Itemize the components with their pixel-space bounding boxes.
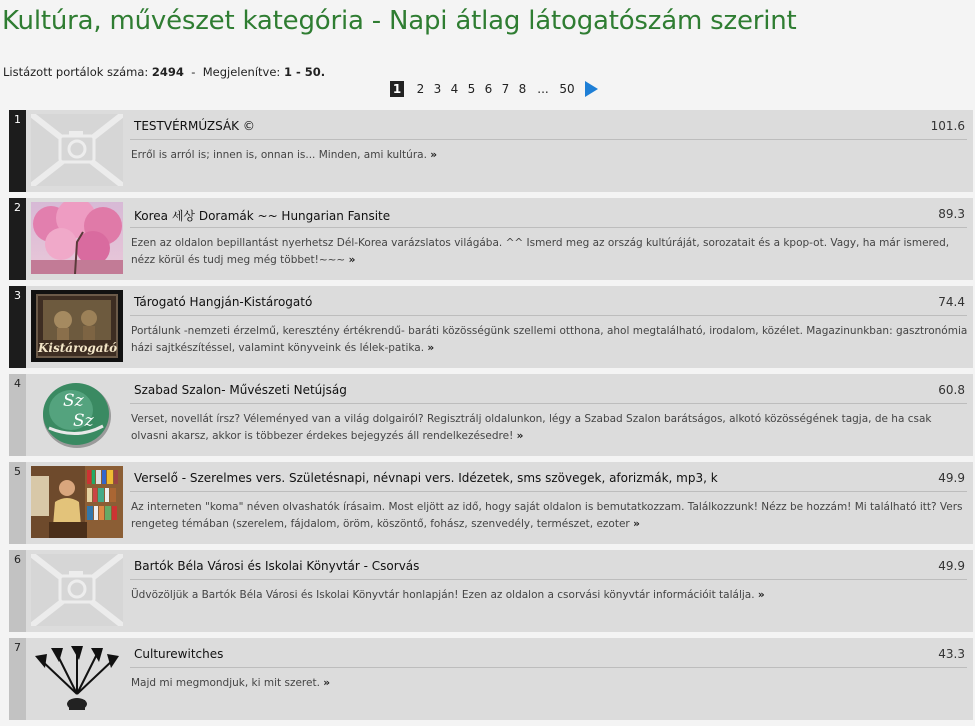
portal-description: Portálunk -nemzeti érzelmű, keresztény értékrendű- baráti közösségünk szellemi otthona, ahol megtalálható, irodalom, közélet. Magazinunkban: gasztronómia házi sajtkészítéssel, valamint könyveink és lélek-patika. » xyxy=(131,325,968,354)
logo-text-bottom: Sz xyxy=(73,411,94,431)
page-link-last[interactable]: 50 xyxy=(559,82,575,96)
separator: - xyxy=(191,65,196,79)
portal-title-link[interactable]: Korea 세상 Doramák ~~ Hungarian Fansite xyxy=(134,209,391,223)
rank-number: 5 xyxy=(9,462,26,544)
thumb-caption: Kistárogató xyxy=(38,341,118,355)
more-link[interactable]: » xyxy=(757,589,765,601)
visitor-score: 101.6 xyxy=(930,119,965,133)
visitor-score: 89.3 xyxy=(938,207,965,221)
portal-description: Az interneten "koma" néven olvashatók írásaim. Most eljött az idő, hogy saját oldalon is bemutatkozzam. Találkozzunk! Nézz be hozzám! Mi található itt? Vers rengeteg témában (szerelem, fájdalom, öröm, köszöntő, fohász, szenvedély, természet, ezoter » xyxy=(131,501,963,530)
divider xyxy=(130,315,967,316)
more-link[interactable]: » xyxy=(430,149,438,161)
portal-description: Ezen az oldalon bepillantást nyerhetsz Dél-Korea varázslatos világába. ^^ Ismerd meg az ország kultúráját, sorozatait és a kpop-ot. Vagy, ha már ismered, nézz körül és tudj meg még többet!~~~ » xyxy=(131,237,950,266)
list-item xyxy=(9,110,973,192)
count-value: 2494 xyxy=(151,65,184,79)
portal-title-link[interactable]: Culturewitches xyxy=(134,647,224,661)
list-item xyxy=(9,638,973,720)
rank-number: 1 xyxy=(9,110,26,192)
page-ellipsis: ... xyxy=(537,82,549,96)
divider xyxy=(130,227,967,228)
portal-title-link[interactable]: Bartók Béla Városi és Iskolai Könyvtár - Csorvás xyxy=(134,559,420,573)
portal-description: Majd mi megmondjuk, ki mit szeret. » xyxy=(131,677,331,689)
page-link[interactable]: 4 xyxy=(450,82,459,96)
shown-label: Megjelenítve: xyxy=(202,65,281,79)
pagination xyxy=(390,81,598,97)
divider xyxy=(130,579,967,580)
page-current: 1 xyxy=(390,81,404,97)
list-item xyxy=(9,550,973,632)
portal-title-link[interactable]: Szabad Szalon- Művészeti Netújság xyxy=(134,383,347,397)
divider xyxy=(130,403,967,404)
page-link[interactable]: 7 xyxy=(501,82,510,96)
visitor-score: 49.9 xyxy=(938,471,965,485)
cherry-blossom-image[interactable] xyxy=(31,202,123,274)
portal-title-link[interactable]: Verselő - Szerelmes vers. Születésnapi, névnapi vers. Idézetek, sms szövegek, aforizmák, mp3, k xyxy=(134,471,718,485)
list-item xyxy=(9,198,973,280)
listing-info xyxy=(3,65,325,79)
count-label: Listázott portálok száma: xyxy=(3,65,149,79)
kistarogato-banner-image[interactable] xyxy=(31,290,123,362)
portal-title-link[interactable]: Tárogató Hangján-Kistárogató xyxy=(134,295,313,309)
more-link[interactable]: » xyxy=(427,342,435,354)
list-item xyxy=(9,286,973,368)
rank-number: 3 xyxy=(9,286,26,368)
placeholder-camera-icon[interactable] xyxy=(31,114,123,186)
rank-number: 6 xyxy=(9,550,26,632)
page-link[interactable]: 5 xyxy=(467,82,476,96)
rank-number: 7 xyxy=(9,638,26,720)
portal-title-link[interactable]: TESTVÉRMÚZSÁK © xyxy=(134,119,255,133)
visitor-score: 49.9 xyxy=(938,559,965,573)
logo-text-top: Sz xyxy=(63,391,84,411)
rank-number: 2 xyxy=(9,198,26,280)
shown-range: 1 - 50. xyxy=(283,65,326,79)
list-item xyxy=(9,374,973,456)
szabad-szalon-logo[interactable] xyxy=(31,378,123,450)
page-link[interactable]: 8 xyxy=(518,82,527,96)
portal-list xyxy=(9,110,973,726)
list-item xyxy=(9,462,973,544)
page-link[interactable]: 2 xyxy=(416,82,425,96)
more-link[interactable]: » xyxy=(633,518,640,530)
more-link[interactable]: » xyxy=(348,254,356,266)
visitor-score: 43.3 xyxy=(938,647,965,661)
more-link[interactable]: » xyxy=(323,677,331,689)
portal-description: Erről is arról is; innen is, onnan is... Minden, ami kultúra. » xyxy=(131,149,438,161)
placeholder-camera-icon[interactable] xyxy=(31,554,123,626)
bookshelf-portrait-image[interactable] xyxy=(31,466,123,538)
page-link[interactable]: 6 xyxy=(484,82,493,96)
more-link[interactable]: » xyxy=(516,430,524,442)
page-title: Kultúra, művészet kategória - Napi átlag látogatószám szerint xyxy=(2,6,797,36)
page-link[interactable]: 3 xyxy=(433,82,442,96)
rank-number: 4 xyxy=(9,374,26,456)
divider xyxy=(130,491,967,492)
play-arrow-icon[interactable] xyxy=(585,81,598,97)
witch-brooms-image[interactable] xyxy=(31,642,123,714)
portal-description: Verset, novellát írsz? Véleményed van a világ dolgairól? Regisztrálj oldalunkon, légy a Szabad Szalon barátságos, alkotó közösségének tagja, de ha csak olvasni akarsz, akkor is többezer érdekes bejegyzés áll rendelkezésedre! » xyxy=(131,413,932,442)
divider xyxy=(130,139,967,140)
divider xyxy=(130,667,967,668)
portal-description: Üdvözöljük a Bartók Béla Városi és Iskolai Könyvtár honlapján! Ezen az oldalon a csorvási könyvtár információit találja. » xyxy=(131,589,765,601)
visitor-score: 60.8 xyxy=(938,383,965,397)
visitor-score: 74.4 xyxy=(938,295,965,309)
